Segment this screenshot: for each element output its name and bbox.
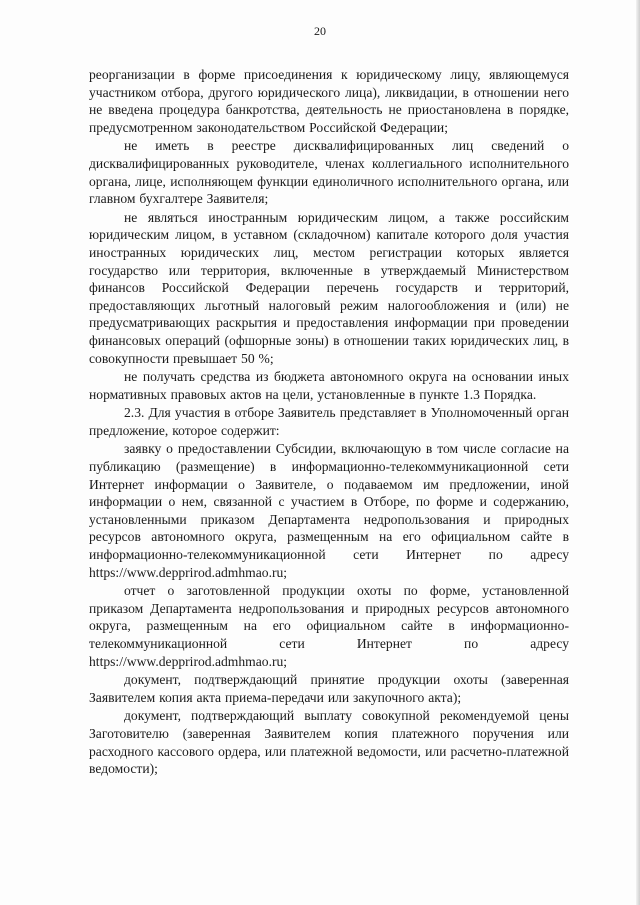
paragraph-disqualified-persons: не иметь в реестре дисквалифицированных лиц сведений о дисквалифицированных руководителе, членах коллегиального исполнительного органа, лице, исполняющем функции единоличного исполнительного органа, или главном бухгалтере Заявителя; <box>89 138 569 207</box>
paragraph-hunting-report: отчет о заготовленной продукции охоты по форме, установленной приказом Департамента недропользования и природных ресурсов автономного округа, размещенным на его официальном сайте в информационно-телекоммуникационной сети Интернет по адресу https://www.depprirod.admhmao.ru; <box>89 583 569 669</box>
page-number: 20 <box>314 24 326 38</box>
paragraph-acceptance-document: документ, подтверждающий принятие продукции охоты (заверенная Заявителем копия акта приема-передачи или закупочного акта); <box>89 672 569 705</box>
paragraph-foreign-entity: не являться иностранным юридическим лицом, а также российским юридическим лицом, в уставном (складочном) капитале которого доля участия иностранных юридических лиц, местом регистрации которых является государство или территория, включенные в утверждаемый Министерством финансов Российской Федерации перечень государств и территорий, предоставляющих льготный налоговый режим налогообложения и (или) не предусматривающих раскрытия и предоставления информации при проведении финансовых операций (офшорные зоны) в отношении таких юридических лиц, в совокупности превышает 50 %; <box>89 209 569 366</box>
paragraph-subsidy-application: заявку о предоставлении Субсидии, включающую в том числе согласие на публикацию (размещение) в информационно-телекоммуникационной сети Интернет информации о Заявителе, о подаваемом им предложении, иной информации о нем, связанной с участием в Отборе, по форме и содержанию, установленными приказом Департамента недропользования и природных ресурсов автономного округа, размещенным на его официальном сайте в информационно-телекоммуникационной сети Интернет по адресу https://www.depprirod.admhmao.ru; <box>89 441 569 580</box>
scan-edge <box>636 0 640 905</box>
paragraph-reorganization: реорганизации в форме присоединения к юридическому лицу, являющемуся участником отбора, другого юридического лица), ликвидации, в отношении него не введена процедура банкротства, деятельность не приостановлена в порядке, предусмотренном законодательством Российской Федерации; <box>89 67 569 135</box>
paragraph-payment-document: документ, подтверждающий выплату совокупной рекомендуемой цены Заготовителю (заверенная Заявителем копия платежного поручения или расходного кассового ордера, или платежной ведомости, или расчетно-платежной ведомости); <box>89 708 569 777</box>
paragraph-section-2-3: 2.3. Для участия в отборе Заявитель представляет в Уполномоченный орган предложение, которое содержит: <box>89 405 569 438</box>
paragraph-budget-funds: не получать средства из бюджета автономного округа на основании иных нормативных правовых актов на цели, установленные в пункте 1.3 Порядка. <box>89 369 569 402</box>
document-body <box>89 66 569 778</box>
